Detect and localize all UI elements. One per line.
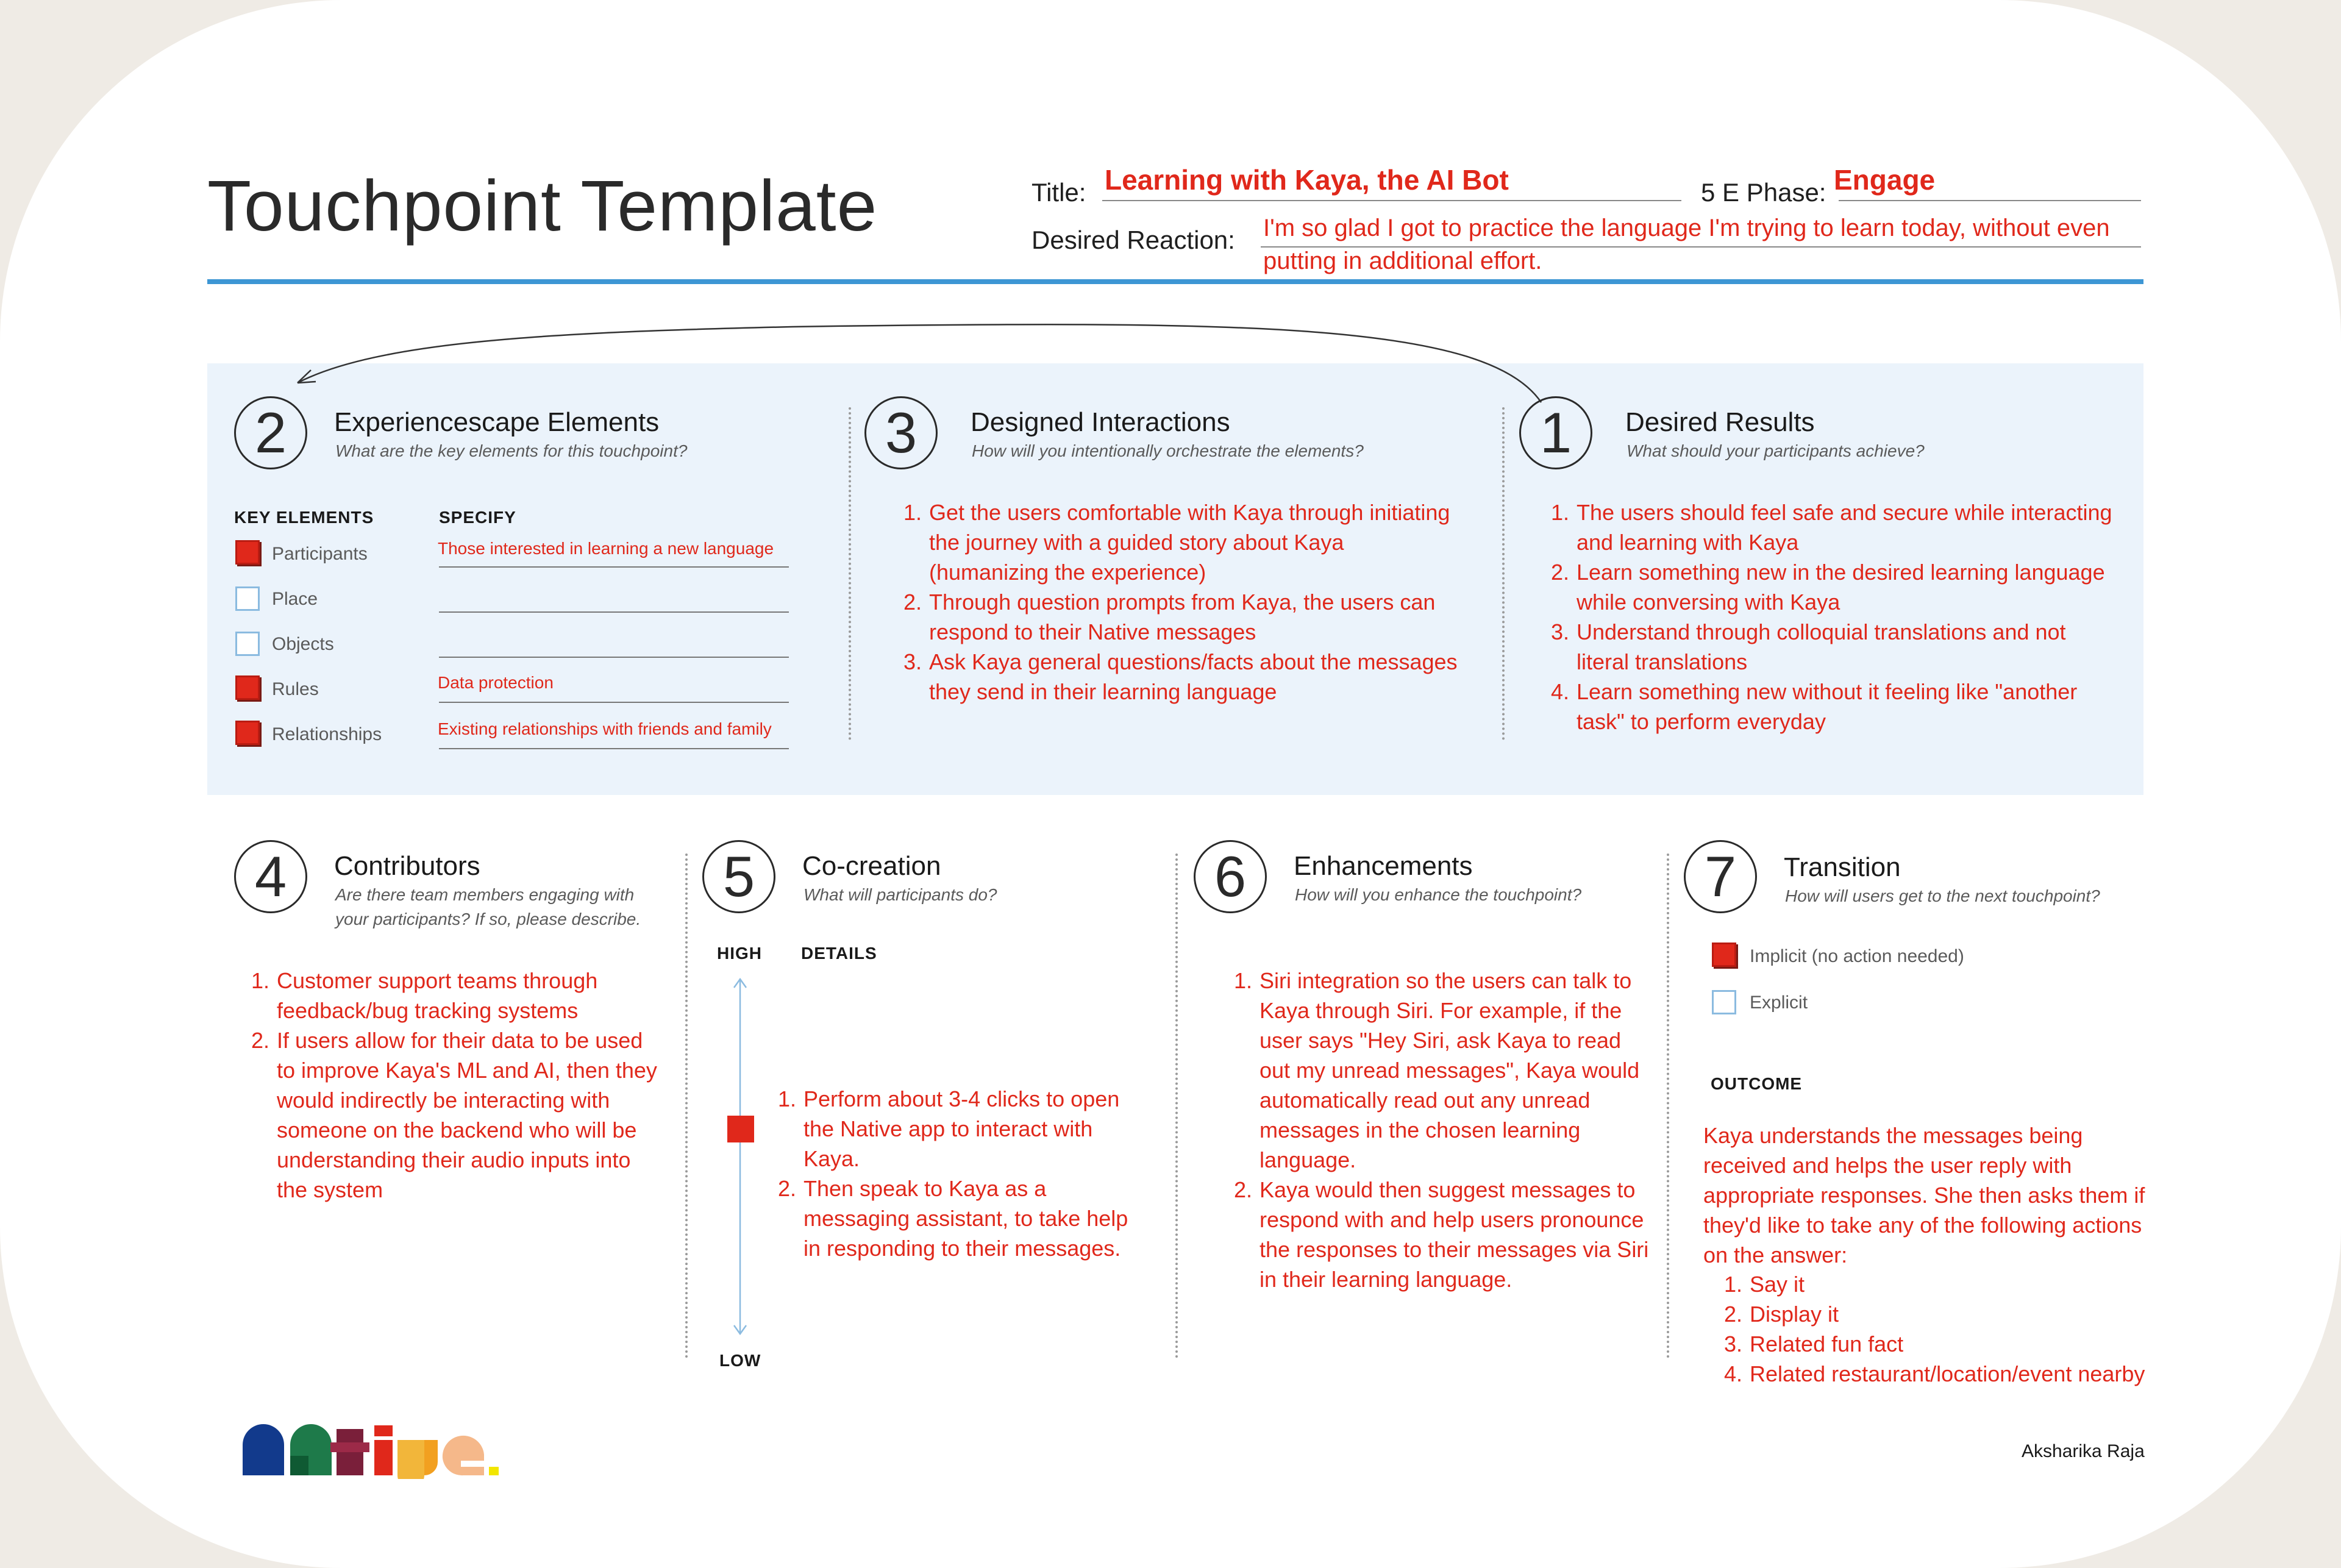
place-label: Place (272, 589, 318, 609)
participants-checkbox[interactable] (235, 540, 260, 565)
list-item[interactable]: 1. Perform about 3-4 clicks to open the Native app to interact with Kaya. (802, 1084, 1133, 1174)
outcome-heading: OUTCOME (1711, 1074, 1803, 1093)
key-elements-heading: KEY ELEMENTS (234, 508, 374, 527)
list-item[interactable]: 2. Display it (1748, 1299, 2158, 1329)
section-number-6: 6 (1194, 840, 1267, 913)
list-item[interactable]: 2. Learn something new in the desired learning language while conversing with Kaya (1575, 557, 2113, 617)
reaction-line-1[interactable]: I'm so glad I got to practice the language I'm trying to learn today, without even (1263, 215, 2110, 241)
reaction-label: Desired Reaction: (1032, 226, 1235, 254)
relationships-specify[interactable]: Existing relationships with friends and family (438, 719, 772, 738)
list-item[interactable]: 2. If users allow for their data to be used to improve Kaya's ML and AI, then they would indirectly be interacting with someone on the backend who will be understanding their audio inputs into the system (276, 1025, 667, 1205)
section-number-5: 5 (702, 840, 775, 913)
list-item[interactable]: 1. The users should feel safe and secure while interacting and learning with Kaya (1575, 497, 2113, 557)
cocreation-level-marker[interactable] (727, 1116, 754, 1142)
divider (685, 853, 688, 1358)
enhancements-list-wrap (1223, 966, 1650, 1294)
section-number-4: 4 (234, 840, 307, 913)
place-specify-line[interactable] (439, 611, 789, 613)
experiencescape-title: Experiencescape Elements (334, 407, 660, 437)
rules-checkbox[interactable] (235, 675, 260, 700)
contributors-subtitle-line-2: your participants? If so, please describe. (335, 910, 641, 928)
rules-specify[interactable]: Data protection (438, 673, 554, 692)
explicit-label: Explicit (1750, 992, 1808, 1013)
list-item[interactable]: 4. Related restaurant/location/event nearby (1748, 1359, 2158, 1389)
cocreation-list (767, 1084, 1133, 1263)
designed-interactions-subtitle: How will you intentionally orchestrate the elements? (972, 441, 1364, 460)
title-value[interactable]: Learning with Kaya, the AI Bot (1105, 164, 1509, 196)
contributors-list (240, 966, 667, 1205)
author-name: Aksharika Raja (2022, 1441, 2145, 1461)
objects-specify-line[interactable] (439, 657, 789, 658)
title-label: Title: (1032, 178, 1086, 207)
low-label: LOW (719, 1351, 761, 1370)
objects-checkbox[interactable] (235, 632, 260, 656)
enhancements-title: Enhancements (1294, 851, 1473, 881)
place-checkbox[interactable] (235, 586, 260, 611)
phase-label: 5 E Phase: (1701, 178, 1826, 207)
implicit-checkbox[interactable] (1712, 943, 1736, 967)
list-item[interactable]: 3. Understand through colloquial translations and not literal translations (1575, 617, 2113, 677)
divider (849, 407, 851, 740)
page-title: Touchpoint Template (207, 166, 878, 246)
section-number-2: 2 (234, 396, 307, 469)
list-item[interactable]: 4. Learn something new without it feeling like "another task" to perform everyday (1575, 677, 2113, 736)
experiencescape-subtitle: What are the key elements for this touchpoint? (335, 441, 688, 460)
outcome-text[interactable]: Kaya understands the messages being received and helps the user reply with appropriate responses. She then asks them if they'd like to take any of the following actions on the answer: (1703, 1123, 2145, 1267)
rules-specify-line (439, 702, 789, 703)
list-item[interactable]: 1. Say it (1748, 1269, 2158, 1299)
designed-interactions-list-wrap (893, 497, 1466, 707)
list-item[interactable]: 3. Related fun fact (1748, 1329, 2158, 1359)
section-number-3: 3 (864, 396, 938, 469)
relationships-label: Relationships (272, 724, 382, 744)
relationships-specify-line (439, 748, 789, 749)
enhancements-list (1223, 966, 1650, 1294)
transition-subtitle: How will users get to the next touchpoint? (1785, 886, 2100, 905)
list-item[interactable]: 2. Kaya would then suggest messages to respond with and help users pronounce the responses to their messages via Siri in their learning language. (1258, 1175, 1650, 1294)
desired-results-list-wrap (1540, 497, 2113, 736)
list-item[interactable]: 1. Customer support teams through feedback/bug tracking systems (276, 966, 667, 1025)
flow-arrow-icon (0, 0, 2341, 427)
list-item[interactable]: 1. Get the users comfortable with Kaya through initiating the journey with a guided story about Kaya (humanizing the experience) (928, 497, 1466, 587)
contributors-list-wrap (240, 966, 667, 1205)
list-item[interactable]: 3. Ask Kaya general questions/facts about the messages they send in their learning language (928, 647, 1466, 707)
enhancements-subtitle: How will you enhance the touchpoint? (1295, 885, 1582, 904)
cocreation-list-wrap (767, 1084, 1133, 1263)
desired-results-list (1540, 497, 2113, 736)
divider (1502, 407, 1505, 740)
list-item[interactable]: 1. Siri integration so the users can talk to Kaya through Siri. For example, if the user says "Hey Siri, ask Kaya to read out my unread messages", Kaya would automatically read out any unread messages in the chosen learning language. (1258, 966, 1650, 1175)
high-label: HIGH (717, 944, 762, 963)
transition-title: Transition (1784, 852, 1901, 882)
designed-interactions-list (893, 497, 1466, 707)
objects-label: Objects (272, 634, 334, 654)
implicit-label: Implicit (no action needed) (1750, 946, 1964, 966)
cocreation-title: Co-creation (802, 851, 941, 881)
contributors-title: Contributors (334, 851, 480, 881)
outcome-list-wrap (1713, 1269, 2158, 1389)
desired-results-subtitle: What should your participants achieve? (1627, 441, 1925, 460)
reaction-line-2[interactable]: putting in additional effort. (1263, 248, 1542, 274)
cocreation-subtitle: What will participants do? (803, 885, 997, 904)
relationships-checkbox[interactable] (235, 721, 260, 745)
list-item[interactable]: 2. Then speak to Kaya as a messaging assistant, to take help in responding to their messages. (802, 1174, 1133, 1263)
outcome-list (1713, 1269, 2158, 1389)
specify-heading: SPECIFY (439, 508, 516, 527)
participants-label: Participants (272, 544, 368, 564)
native-logo-icon (241, 1418, 522, 1479)
divider (1175, 853, 1178, 1358)
rules-label: Rules (272, 679, 319, 699)
list-item[interactable]: 2. Through question prompts from Kaya, the users can respond to their Native messages (928, 587, 1466, 647)
designed-interactions-title: Designed Interactions (971, 407, 1230, 437)
contributors-subtitle-line-1: Are there team members engaging with (335, 885, 635, 904)
explicit-checkbox[interactable] (1712, 990, 1736, 1014)
divider (1667, 853, 1669, 1358)
desired-results-title: Desired Results (1625, 407, 1815, 437)
phase-value[interactable]: Engage (1834, 164, 1936, 196)
details-label: DETAILS (801, 944, 877, 963)
participants-specify[interactable]: Those interested in learning a new language (438, 539, 774, 558)
level-arrow-icon (729, 977, 751, 1336)
section-number-1: 1 (1519, 396, 1592, 469)
participants-specify-line (439, 566, 789, 568)
section-number-7: 7 (1684, 840, 1757, 913)
